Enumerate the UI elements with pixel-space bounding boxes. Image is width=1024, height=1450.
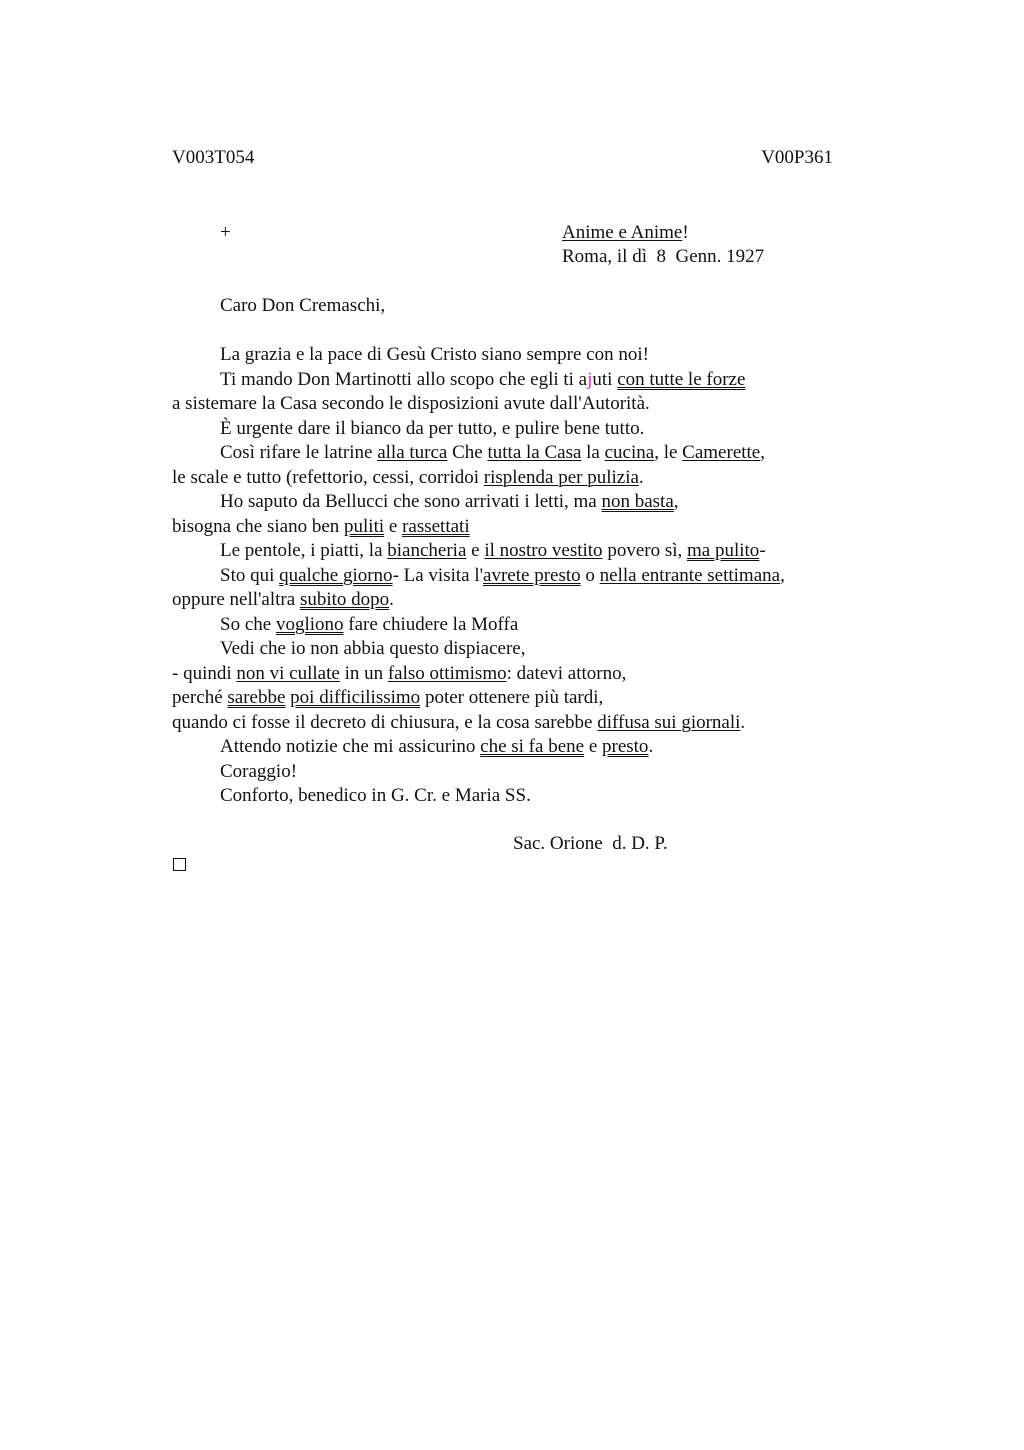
line-segment: o [580, 564, 600, 586]
line-segment: Sto qui [220, 564, 280, 586]
line-segment: alla turca [377, 442, 448, 463]
line-segment: È urgente dare il bianco da per tutto, e pulire bene tutto. [220, 417, 645, 439]
line-segment: - La visita l' [392, 564, 484, 586]
line-segment: bisogna che siano ben [172, 515, 345, 537]
letter-line [220, 490, 679, 514]
line-segment: oppure nell'altra [172, 589, 300, 610]
document-code: V003T054 [172, 147, 255, 168]
letter-line [220, 441, 765, 465]
line-segment: quando ci fosse il decreto di chiusura, e la cosa sarebbe [172, 711, 598, 733]
letter-line [220, 784, 531, 808]
letter-line [172, 466, 644, 490]
page-code: V00P361 [761, 147, 833, 168]
line-segment: puliti [344, 515, 385, 537]
line-segment: e [466, 540, 485, 561]
letter-line [220, 760, 297, 784]
line-segment: non basta [601, 491, 674, 512]
letter-line [172, 686, 603, 710]
letter-line [220, 564, 785, 588]
checkbox-icon [173, 858, 186, 871]
letter-line [172, 662, 626, 686]
letter-line [220, 637, 525, 661]
letter-line [220, 735, 653, 759]
line-segment: : datevi attorno, [506, 662, 627, 684]
line-segment: biancheria [387, 540, 467, 561]
line-segment: fare chiudere la Moffa [343, 613, 519, 635]
line-segment: . [389, 589, 394, 610]
line-segment: qualche giorno [279, 564, 393, 586]
cross-symbol: + [220, 222, 231, 243]
line-segment: nella entrante settimana [599, 564, 781, 586]
line-segment: Che [447, 442, 488, 463]
line-segment: uti [592, 368, 618, 390]
line-segment: . [648, 736, 654, 757]
line-segment: perché [172, 687, 228, 708]
line-segment: risplenda per pulizia [483, 466, 639, 488]
line-segment: cucina [604, 442, 655, 463]
line-segment: Così rifare le latrine [220, 442, 378, 463]
line-segment: poter ottenere più tardi, [420, 687, 604, 708]
letter-line [220, 613, 518, 637]
line-segment: vogliono [275, 613, 344, 635]
place-date: Roma, il dì 8 Genn. 1927 [562, 246, 765, 267]
line-segment: - [759, 540, 766, 561]
letter-line [172, 711, 745, 735]
motto-underlined: Anime e Anime [562, 222, 683, 243]
line-segment: falso ottimismo [387, 662, 507, 684]
line-segment: con tutte le forze [617, 368, 746, 390]
line-segment: il nostro vestito [484, 540, 603, 561]
line-segment: e [584, 736, 602, 757]
line-segment: che si fa bene [480, 736, 585, 757]
line-segment: , [673, 491, 679, 512]
line-segment: povero sì, [602, 540, 687, 561]
line-segment: le scale e tutto (refettorio, cessi, corridoi [172, 466, 484, 488]
letter-line [172, 392, 650, 416]
line-segment: e [384, 515, 403, 537]
line-segment: sarebbe [227, 687, 286, 708]
line-segment: presto [602, 736, 649, 757]
line-segment: rassettati [402, 515, 470, 537]
line-segment: , le [654, 442, 683, 463]
motto-tail: ! [682, 222, 689, 243]
letter-line [172, 515, 470, 539]
letter-line [220, 368, 745, 392]
letter-line [220, 343, 649, 367]
line-segment: - quindi [172, 662, 237, 684]
motto [562, 221, 689, 245]
line-segment: subito dopo [299, 589, 390, 610]
line-segment: la [581, 442, 605, 463]
line-segment: . [638, 466, 644, 488]
line-segment: a sistemare la Casa secondo le disposizioni avute dall'Autorità. [172, 393, 650, 414]
line-segment: avrete presto [483, 564, 581, 586]
signature: Sac. Orione d. D. P. [513, 833, 668, 854]
line-segment: La grazia e la pace di Gesù Cristo siano sempre con noi! [220, 344, 649, 365]
line-segment: Le pentole, i piatti, la [220, 540, 388, 561]
letter-line [172, 588, 394, 612]
line-segment: Camerette [682, 442, 761, 463]
line-segment: diffusa sui giornali [597, 711, 741, 733]
line-segment: Vedi che io non abbia questo dispiacere, [220, 638, 526, 659]
line-segment: . [740, 711, 746, 733]
line-segment: Ti mando Don Martinotti allo scopo che egli ti a [220, 368, 588, 390]
line-segment: , [780, 564, 785, 586]
line-segment: , [760, 442, 765, 463]
line-segment: Coraggio! [220, 760, 298, 782]
line-segment: poi difficilissimo [290, 687, 421, 708]
line-segment: j [587, 368, 593, 390]
salutation: Caro Don Cremaschi, [220, 295, 386, 316]
line-segment: non vi cullate [236, 662, 340, 684]
line-segment: Attendo notizie che mi assicurino [220, 736, 481, 757]
line-segment: in un [339, 662, 388, 684]
letter-line [220, 417, 644, 441]
line-segment: ma pulito [687, 540, 760, 561]
letter-line [220, 539, 766, 563]
line-segment: Ho saputo da Bellucci che sono arrivati i letti, ma [220, 491, 602, 512]
line-segment: Conforto, benedico in G. Cr. e Maria SS. [220, 785, 531, 806]
line-segment: So che [220, 613, 276, 635]
line-segment: tutta la Casa [487, 442, 582, 463]
